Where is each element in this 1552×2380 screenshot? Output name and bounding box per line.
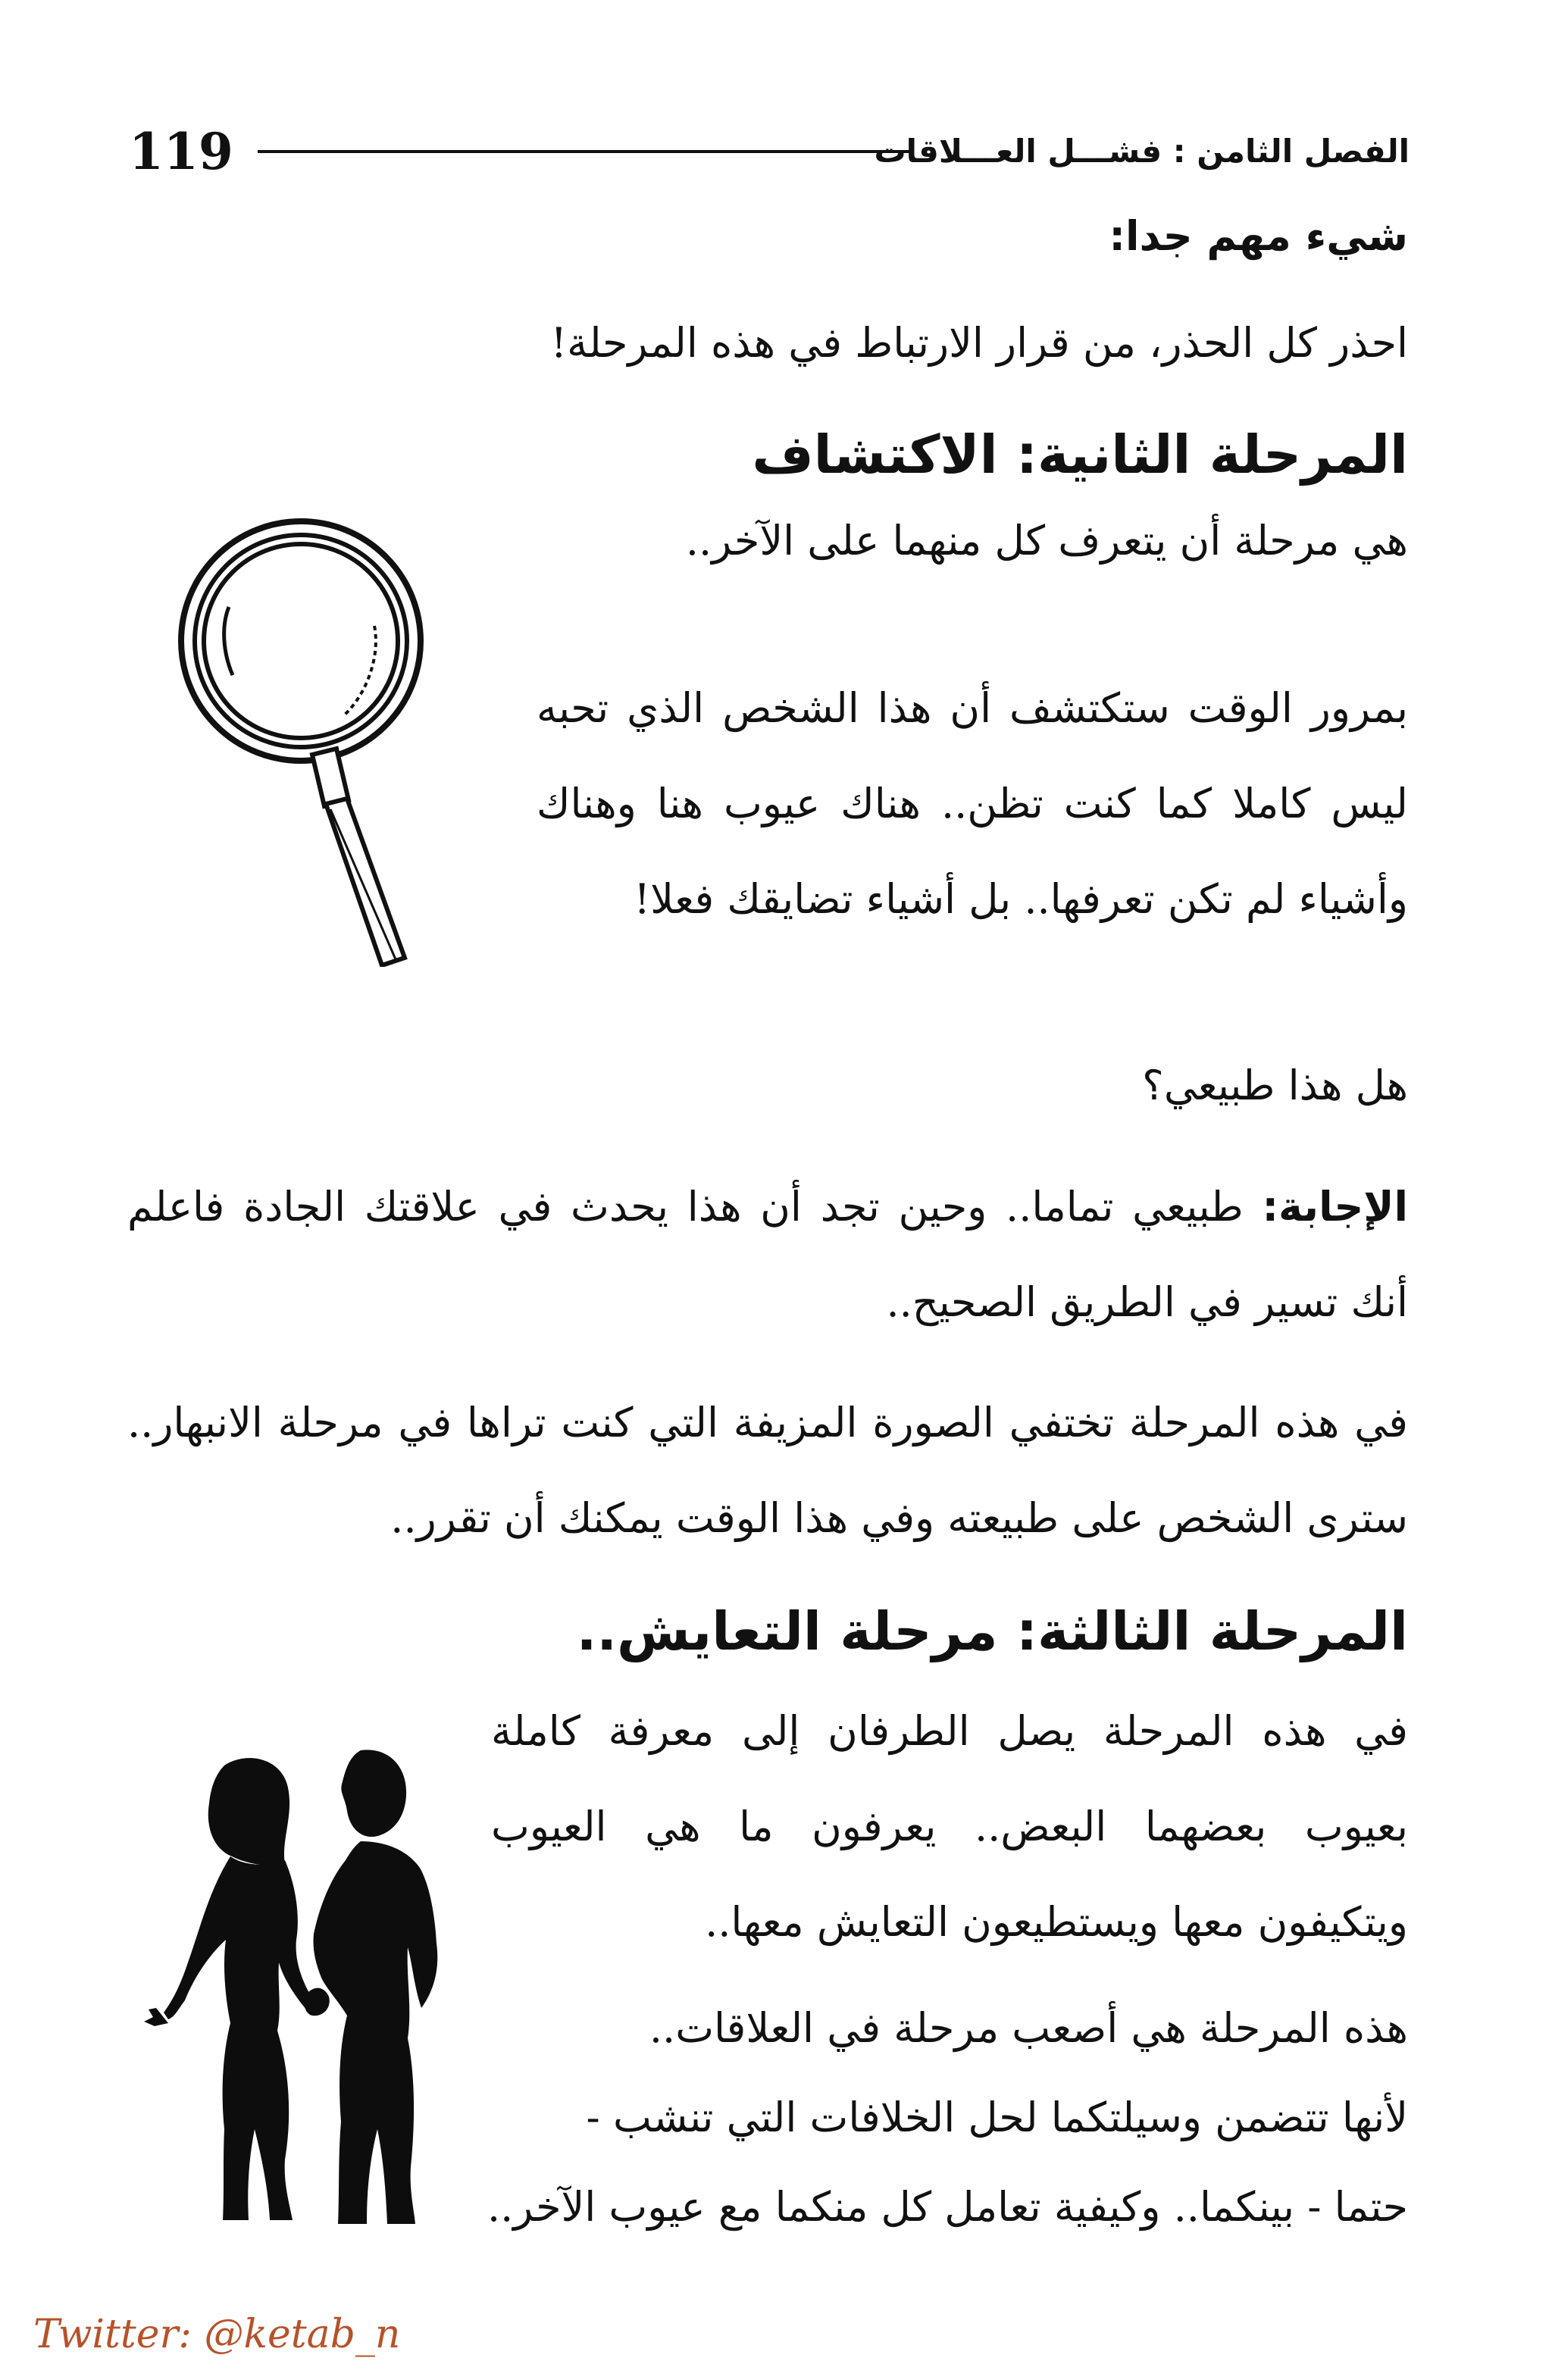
important-heading: شيء مهم جدا: xyxy=(1109,212,1408,260)
important-text: احذر كل الحذر، من قرار الارتباط في هذه المرحلة! xyxy=(550,319,1408,367)
answer-text: طبيعي تماما.. وحين تجد أن هذا يحدث في علاقتك الجادة فاعلم أنك تسير في الطريق الصحيح.. xyxy=(127,1183,1408,1326)
stage-three-closing-2 xyxy=(423,2073,1408,2163)
stage-two-p3: في هذه المرحلة تختفي الصورة المزيفة التي كنت تراها في مرحلة الانبهار.. سترى الشخص على طبيعته وفي هذا الوقت يمكنك أن تقرر.. xyxy=(127,1399,1408,1542)
stage-three-closing-3 xyxy=(347,2163,1408,2252)
stage-three-p1: في هذه المرحلة يصل الطرفان إلى معرفة كاملة بعيوب بعضهما البعض.. يعرفون ما هي العيوب ويتكيفون معها ويستطيعون التعايش معها.. xyxy=(491,1707,1408,1946)
page-number: 119 xyxy=(129,122,233,181)
stage-two-p2: بمرور الوقت ستكتشف أن هذا الشخص الذي تحبه ليس كاملا كما كنت تظن.. هناك عيوب هنا وهناك وأشياء لم تكن تعرفها.. بل أشياء تضايقك فعلا! xyxy=(537,684,1408,923)
twitter-watermark: Twitter: @ketab_n xyxy=(33,2312,401,2357)
stage-two-closing xyxy=(127,1375,1408,1566)
couple-silhouette-icon xyxy=(133,1735,497,2250)
stage-three-p2-line2: لأنها تتضمن وسيلتكما لحل الخلافات التي تنشب - xyxy=(586,2094,1408,2141)
stage-three-p2-line1: هذه المرحلة هي أصعب مرحلة في العلاقات.. xyxy=(649,2004,1408,2052)
important-note xyxy=(142,199,1408,274)
stage-two-body xyxy=(537,661,1408,947)
stage-three-heading-block xyxy=(142,1590,1408,1673)
stage-two-intro xyxy=(537,503,1408,579)
header-rule xyxy=(258,150,909,153)
stage-three-p2-line3: حتما - بينكما.. وكيفية تعامل كل منكما مع عيوب الآخر.. xyxy=(487,2183,1408,2231)
chapter-title: الفصل الثامن : فشـــل العـــلاقات xyxy=(874,133,1410,170)
question-block xyxy=(142,1038,1408,1134)
magnifying-glass-icon xyxy=(168,512,441,967)
answer-paragraph xyxy=(127,1159,1408,1350)
stage-two-question: هل هذا طبيعي؟ xyxy=(1142,1062,1408,1109)
stage-three-title: المرحلة الثالثة: مرحلة التعايش.. xyxy=(576,1600,1408,1662)
page-header xyxy=(129,114,1410,189)
stage-three-closing xyxy=(423,1984,1408,2073)
stage-two-title: المرحلة الثانية: الاكتشاف xyxy=(752,424,1408,486)
stage-two-p1: هي مرحلة أن يتعرف كل منهما على الآخر.. xyxy=(685,517,1408,565)
stage-two-heading-block xyxy=(142,413,1408,496)
important-text-block xyxy=(142,296,1408,391)
answer-block xyxy=(127,1159,1408,1350)
stage-three-body xyxy=(491,1684,1408,1970)
answer-label: الإجابة: xyxy=(1262,1183,1408,1231)
